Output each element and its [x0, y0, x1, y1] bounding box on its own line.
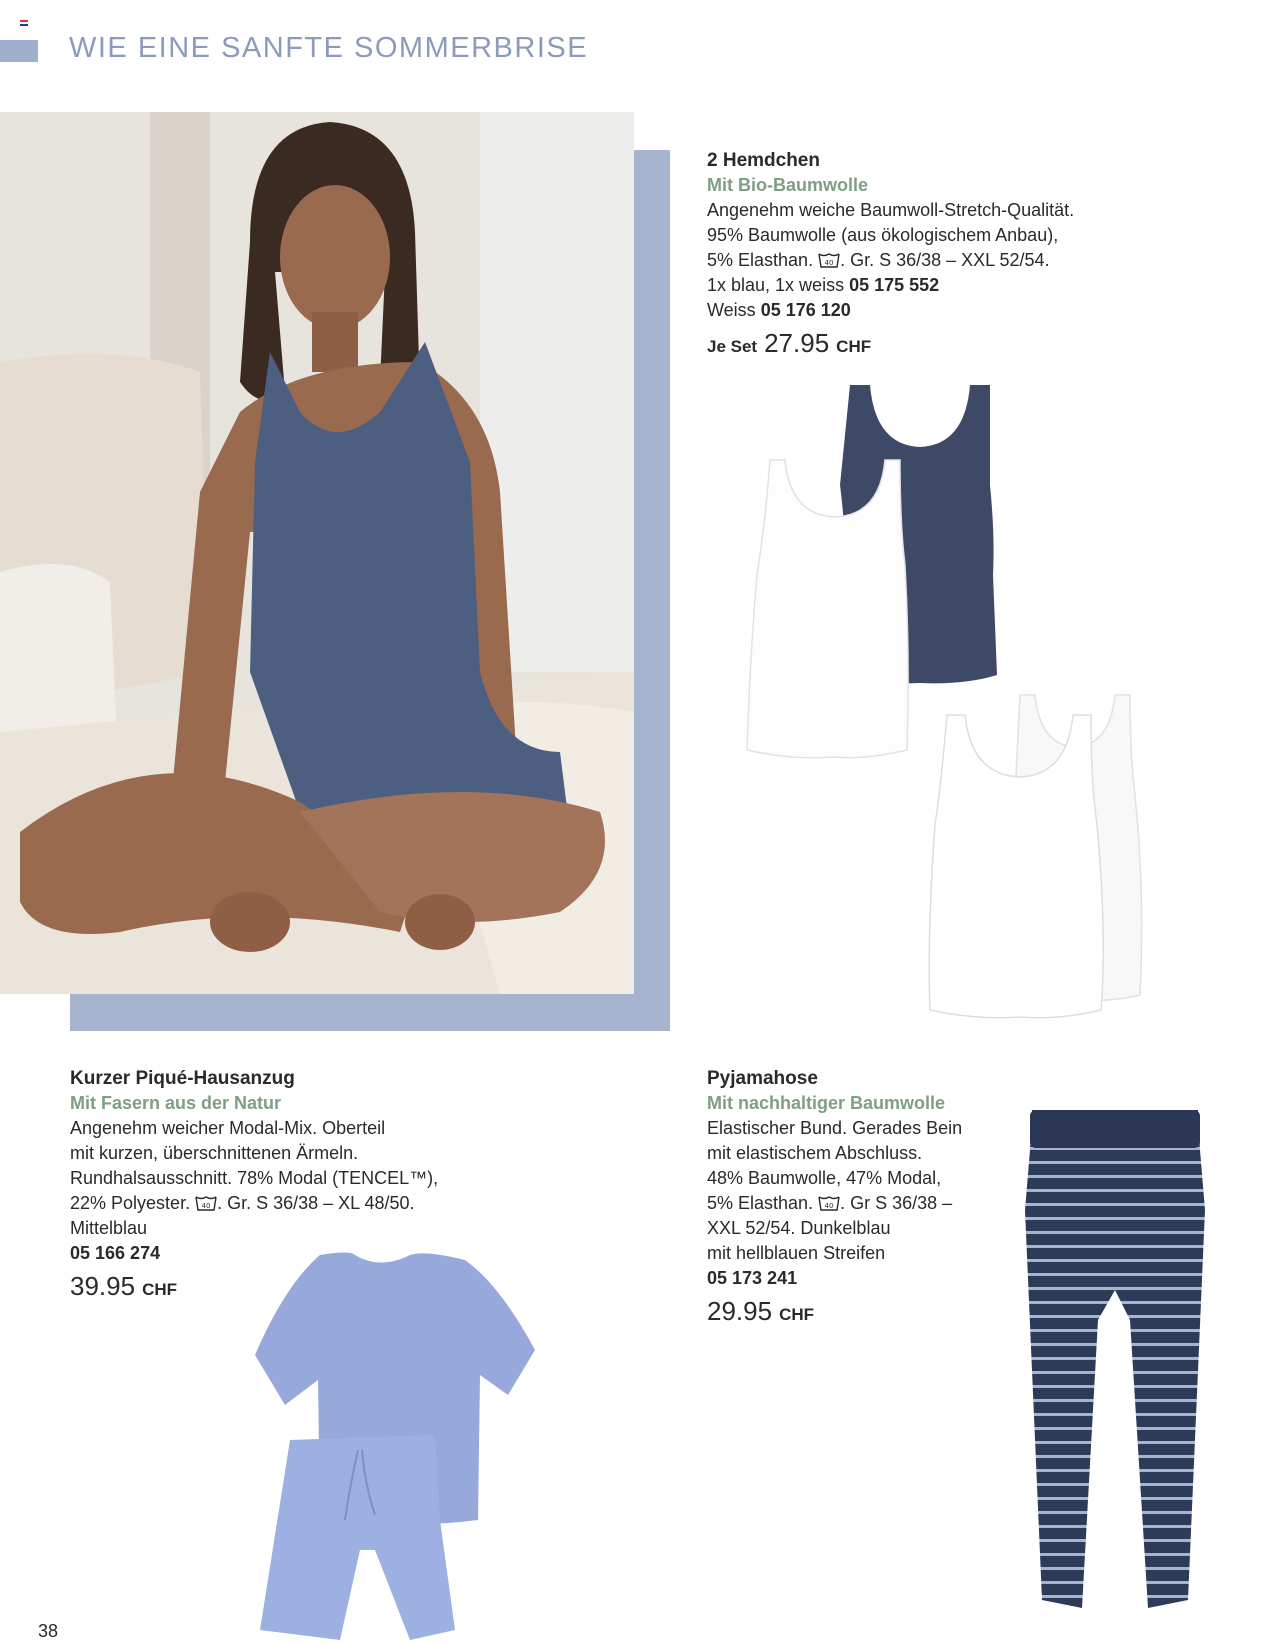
waistband: [1030, 1110, 1200, 1148]
description-line: [707, 248, 1247, 273]
currency: CHF: [836, 337, 872, 356]
page-number: 38: [38, 1621, 59, 1641]
article-number: 05 175 552: [849, 275, 940, 295]
wash-temperature: 40: [201, 1202, 211, 1210]
product-pyjamahose: [707, 1066, 1007, 1327]
description-line: 95% Baumwolle (aus ökologischem Anbau),: [707, 225, 1059, 245]
header-accent-bar: [0, 40, 38, 62]
product-name: Pyjamahose: [707, 1068, 818, 1089]
price-line: [707, 328, 1247, 359]
description-line: 48% Baumwolle, 47% Modal,: [707, 1168, 942, 1188]
model-photo-illustration: [0, 112, 634, 994]
description-line: Mittelblau: [70, 1218, 148, 1238]
tank-tops-image: [735, 375, 1175, 1025]
wash-temperature: 40: [824, 259, 834, 267]
product-subtitle: Mit Fasern aus der Natur: [70, 1093, 282, 1113]
hausanzug-image: [250, 1245, 540, 1645]
product-name: 2 Hemdchen: [707, 150, 820, 171]
striped-pants: [1025, 1110, 1205, 1608]
description-line: Elastischer Bund. Gerades Bein: [707, 1118, 963, 1138]
currency: CHF: [779, 1305, 815, 1324]
model-photo: [0, 112, 634, 994]
article-number: 05 173 241: [707, 1268, 798, 1288]
description-line: Rundhalsausschnitt. 78% Modal (TENCEL™),: [70, 1168, 439, 1188]
shorts: [260, 1435, 455, 1640]
pyjamahose-image: [1020, 1110, 1210, 1640]
wash-40-icon: [818, 1194, 840, 1212]
product-hemdchen: [707, 148, 1247, 359]
description-text: . Gr. S 36/38 – XL 48/50.: [217, 1193, 415, 1213]
description-text: . Gr S 36/38 –: [840, 1193, 953, 1213]
page-title: WIE EINE SANFTE SOMMERBRISE: [69, 32, 589, 64]
price: 39.95: [70, 1271, 136, 1301]
price: 27.95: [764, 328, 830, 358]
product-subtitle: Mit Bio-Baumwolle: [707, 175, 868, 195]
description-line: [707, 1191, 1007, 1216]
wash-40-icon: [818, 251, 840, 269]
description-text: . Gr. S 36/38 – XXL 52/54.: [840, 250, 1050, 270]
currency: CHF: [142, 1280, 178, 1299]
product-subtitle: Mit nachhaltiger Baumwolle: [707, 1093, 946, 1113]
description-line: Angenehm weicher Modal-Mix. Oberteil: [70, 1118, 386, 1138]
price-label: Je Set: [707, 337, 758, 356]
wash-40-icon: [195, 1194, 217, 1212]
article-number: 05 166 274: [70, 1243, 161, 1263]
description-line: [70, 1191, 510, 1216]
description-line: mit kurzen, überschnittenen Ärmeln.: [70, 1143, 359, 1163]
flag-icon: [20, 20, 28, 26]
price: 29.95: [707, 1296, 773, 1326]
description-text: 5% Elasthan.: [707, 250, 814, 270]
price-line: [707, 1296, 1007, 1327]
wash-temperature: 40: [824, 1202, 834, 1210]
variant-label: 1x blau, 1x weiss: [707, 275, 845, 295]
variant-line: [707, 298, 1247, 323]
variant-label: Weiss: [707, 300, 756, 320]
product-name: Kurzer Piqué-Hausanzug: [70, 1068, 295, 1089]
description-text: 5% Elasthan.: [707, 1193, 814, 1213]
variant-line: [707, 273, 1247, 298]
description-line: mit hellblauen Streifen: [707, 1243, 886, 1263]
description-line: XXL 52/54. Dunkelblau: [707, 1218, 891, 1238]
description-line: Angenehm weiche Baumwoll-Stretch-Qualität.: [707, 200, 1075, 220]
article-number: 05 176 120: [760, 300, 851, 320]
description-text: 22% Polyester.: [70, 1193, 191, 1213]
description-line: mit elastischem Abschluss.: [707, 1143, 923, 1163]
white-tank-top: [747, 460, 908, 758]
